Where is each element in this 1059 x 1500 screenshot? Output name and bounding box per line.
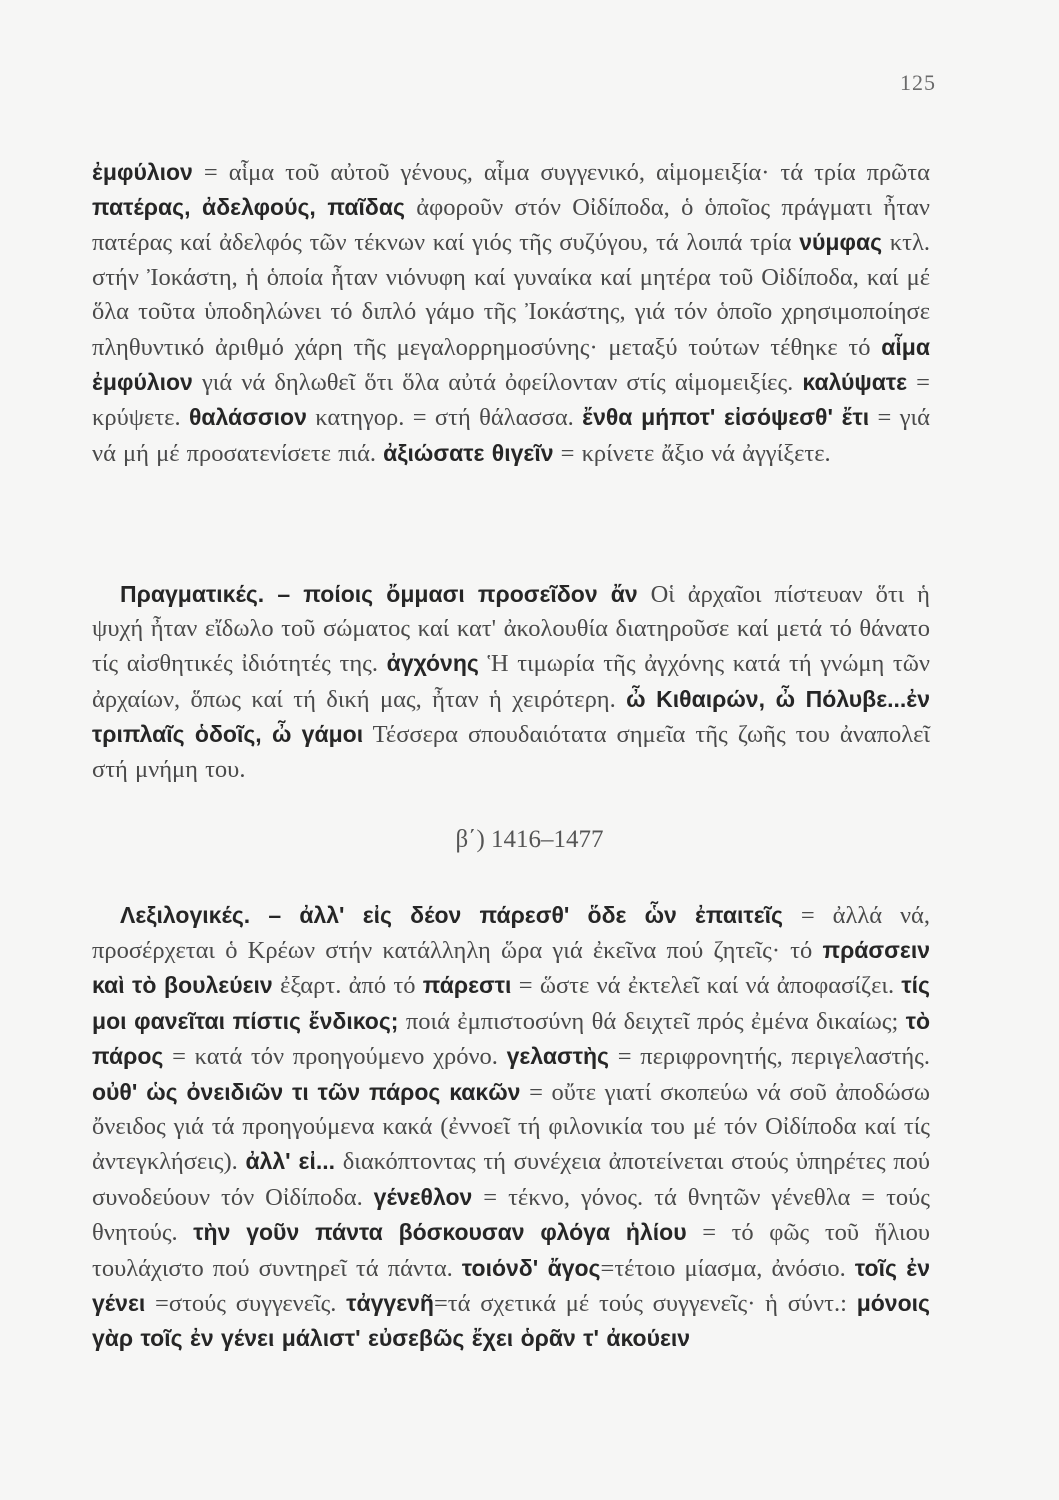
commentary-text: = κρύψετε. xyxy=(92,368,930,432)
paragraph-vocabulary-notes xyxy=(92,155,930,472)
section-heading: β΄) 1416–1477 xyxy=(455,826,604,853)
bold-lemma: μόνοις γὰρ τοῖς ἐν γένει μάλιστ' εὐσεβῶς ἔχει ὁρᾶν τ' ἀκούειν xyxy=(92,1289,930,1352)
paragraph-lexical-notes xyxy=(92,898,930,1357)
bold-lemma: ἀξιώσατε θιγεῖν xyxy=(383,439,554,466)
bold-lemma: τἀγγενῆ xyxy=(346,1289,434,1316)
commentary-text: = ἀλλά νά, προσέρχεται ὁ Κρέων στήν κατάλληλη ὥρα γιά ἐκεῖνα πού ζητεῖς· τό xyxy=(92,901,930,964)
commentary-text: =τέτοιο μίασμα, ἀνόσιο. xyxy=(600,1254,855,1282)
commentary-text: = κατά τόν προηγούμενο χρόνο. xyxy=(163,1043,507,1071)
bold-lemma: τοιόνδ' ἄγος xyxy=(461,1254,601,1281)
commentary-text: Ἡ τιμωρία τῆς ἀγχόνης κατά τή γνώμη τῶν ἀρχαίων, ὅπως καί τή δική μας, ἦταν ἡ χειρότερη. xyxy=(92,650,930,713)
bold-lemma: πάρεστι xyxy=(422,972,512,999)
commentary-text: Οἱ ἀρχαῖοι πίστευαν ὅτι ἡ ψυχή ἦταν εἴδωλο τοῦ σώματος καί κατ' ἀκολουθία διατηροῦσε καί μετά τό θάνατο τίς αἰσθητικές ἰδιότητές της. xyxy=(92,580,930,678)
bold-lemma: νύμφας xyxy=(799,229,883,256)
bold-lemma: καλύψατε xyxy=(802,368,908,395)
commentary-text: ἀφοροῦν στόν Οἰδίποδα, ὁ ὁποῖος πράγματι ἦταν πατέρας καί ἀδελφός τῶν τέκνων καί γιός τῆς συζύγου, τά λοιπά τρία xyxy=(92,193,930,257)
commentary-text: ἐξαρτ. ἀπό τό xyxy=(272,972,423,1000)
bold-lemma: οὐθ' ὡς ὀνειδιῶν τι τῶν πάρος κακῶν xyxy=(92,1078,521,1105)
bold-lemma: τοῖς ἐν γένει xyxy=(92,1254,930,1316)
commentary-text: διακόπτοντας τή συνέχεια ἀποτείνεται στούς ὑπηρέτες πού συνοδεύουν τόν Οἰδίποδα. xyxy=(92,1148,930,1211)
bold-lemma: θαλάσσιον xyxy=(188,404,307,431)
bold-lemma: αἷμα ἐμφύλιον xyxy=(92,333,930,395)
commentary-text: = κρίνετε ἄξιο νά ἀγγίξετε. xyxy=(553,439,831,467)
bold-lemma: τὴν γοῦν πάντα βόσκουσαν φλόγα ἡλίου xyxy=(193,1219,687,1246)
paragraph-factual-notes xyxy=(92,577,930,787)
commentary-text: =στούς συγγενεῖς. xyxy=(145,1289,347,1317)
commentary-text: =τά σχετικά μέ τούς συγγενεῖς· ἡ σύντ.: xyxy=(433,1289,857,1317)
commentary-text: κτλ. στήν Ἰοκάστη, ἡ ὁποία ἦταν νιόνυφη καί γυναίκα καί μητέρα τοῦ Οἰδίποδα, καί μέ ὅλα τοῦτα ὑποδηλώνει τό διπλό γάμο τῆς Ἰοκάστης, γιά τόν ὁποῖο χρησιμοποίησε πληθυντικό ἀριθμό χάρη τῆς μεγαλορρημοσύνης· μεταξύ τούτων τέθηκε τό xyxy=(92,229,930,361)
commentary-text: = περιφρονητής, περιγελαστής. xyxy=(609,1043,930,1071)
commentary-text: = αἷμα τοῦ αὐτοῦ γένους, αἷμα συγγενικό, αἱμομειξία· τά τρία πρῶτα xyxy=(192,158,930,186)
bold-lemma: ἀγχόνης xyxy=(386,650,479,677)
commentary-text: κατηγορ. = στή θάλασσα. xyxy=(306,404,583,432)
bold-lemma: ὦ Κιθαιρών, ὦ Πόλυβε...ἐν τριπλαῖς ὁδοῖς, ὦ γάμοι xyxy=(92,685,930,748)
commentary-text: = οὔτε γιατί σκοπεύω νά σοῦ ἀποδώσω ὄνειδος γιά τά προηγούμενα κακά (ἐννοεῖ τή φιλονικία του μέ τόν Οἰδίποδα καί τίς ἀντεγκλήσεις). xyxy=(92,1078,930,1176)
bold-lemma: πατέρας, ἀδελφούς, παῖδας xyxy=(92,193,405,220)
bold-lemma: γένεθλον xyxy=(373,1183,473,1210)
bold-lemma: πράσσειν καὶ τὸ βουλεύειν xyxy=(92,936,930,999)
bold-lemma: τίς μοι φανεῖται πίστις ἔνδικος; xyxy=(92,972,931,1034)
commentary-text: = τέκνο, γόνος. τά θνητῶν γένεθλα = τούς θνητούς. xyxy=(92,1183,930,1247)
bold-lemma: τὸ πάρος xyxy=(92,1007,931,1070)
commentary-text: Τέσσερα σπουδαιότατα σημεῖα τῆς ζωῆς του ἀναπολεῖ στή μνήμη του. xyxy=(92,721,930,783)
bold-lemma: Πραγματικές. – ποίοις ὄμμασι προσεῖδον ἄν xyxy=(120,580,638,607)
commentary-text: = τό φῶς τοῦ ἥλιου τουλάχιστο πού συντηρεῖ τά πάντα. xyxy=(92,1219,930,1282)
commentary-text: ποιά ἐμπιστοσύνη θά δειχτεῖ πρός ἐμένα δικαίως; xyxy=(398,1007,906,1035)
commentary-text: = ὥστε νά ἐκτελεῖ καί νά ἀποφασίζει. xyxy=(511,972,902,1000)
bold-lemma: ἐμφύλιον xyxy=(92,158,193,185)
commentary-text: = γιά νά μή μέ προσατενίσετε πιά. xyxy=(92,404,930,467)
commentary-text: γιά νά δηλωθεῖ ὅτι ὅλα αὐτά ὀφείλονταν στίς αἱμομειξίες. xyxy=(192,368,803,396)
bold-lemma: Λεξιλογικές. – ἀλλ' εἰς δέον πάρεσθ' ὅδε ὧν ἐπαιτεῖς xyxy=(120,901,783,928)
bold-lemma: ἀλλ' εἰ... xyxy=(245,1148,336,1175)
bold-lemma: γελαστὴς xyxy=(506,1043,610,1070)
page-number: 125 xyxy=(900,70,936,95)
bold-lemma: ἔνθα μήποτ' εἰσόψεσθ' ἔτι xyxy=(582,404,870,431)
